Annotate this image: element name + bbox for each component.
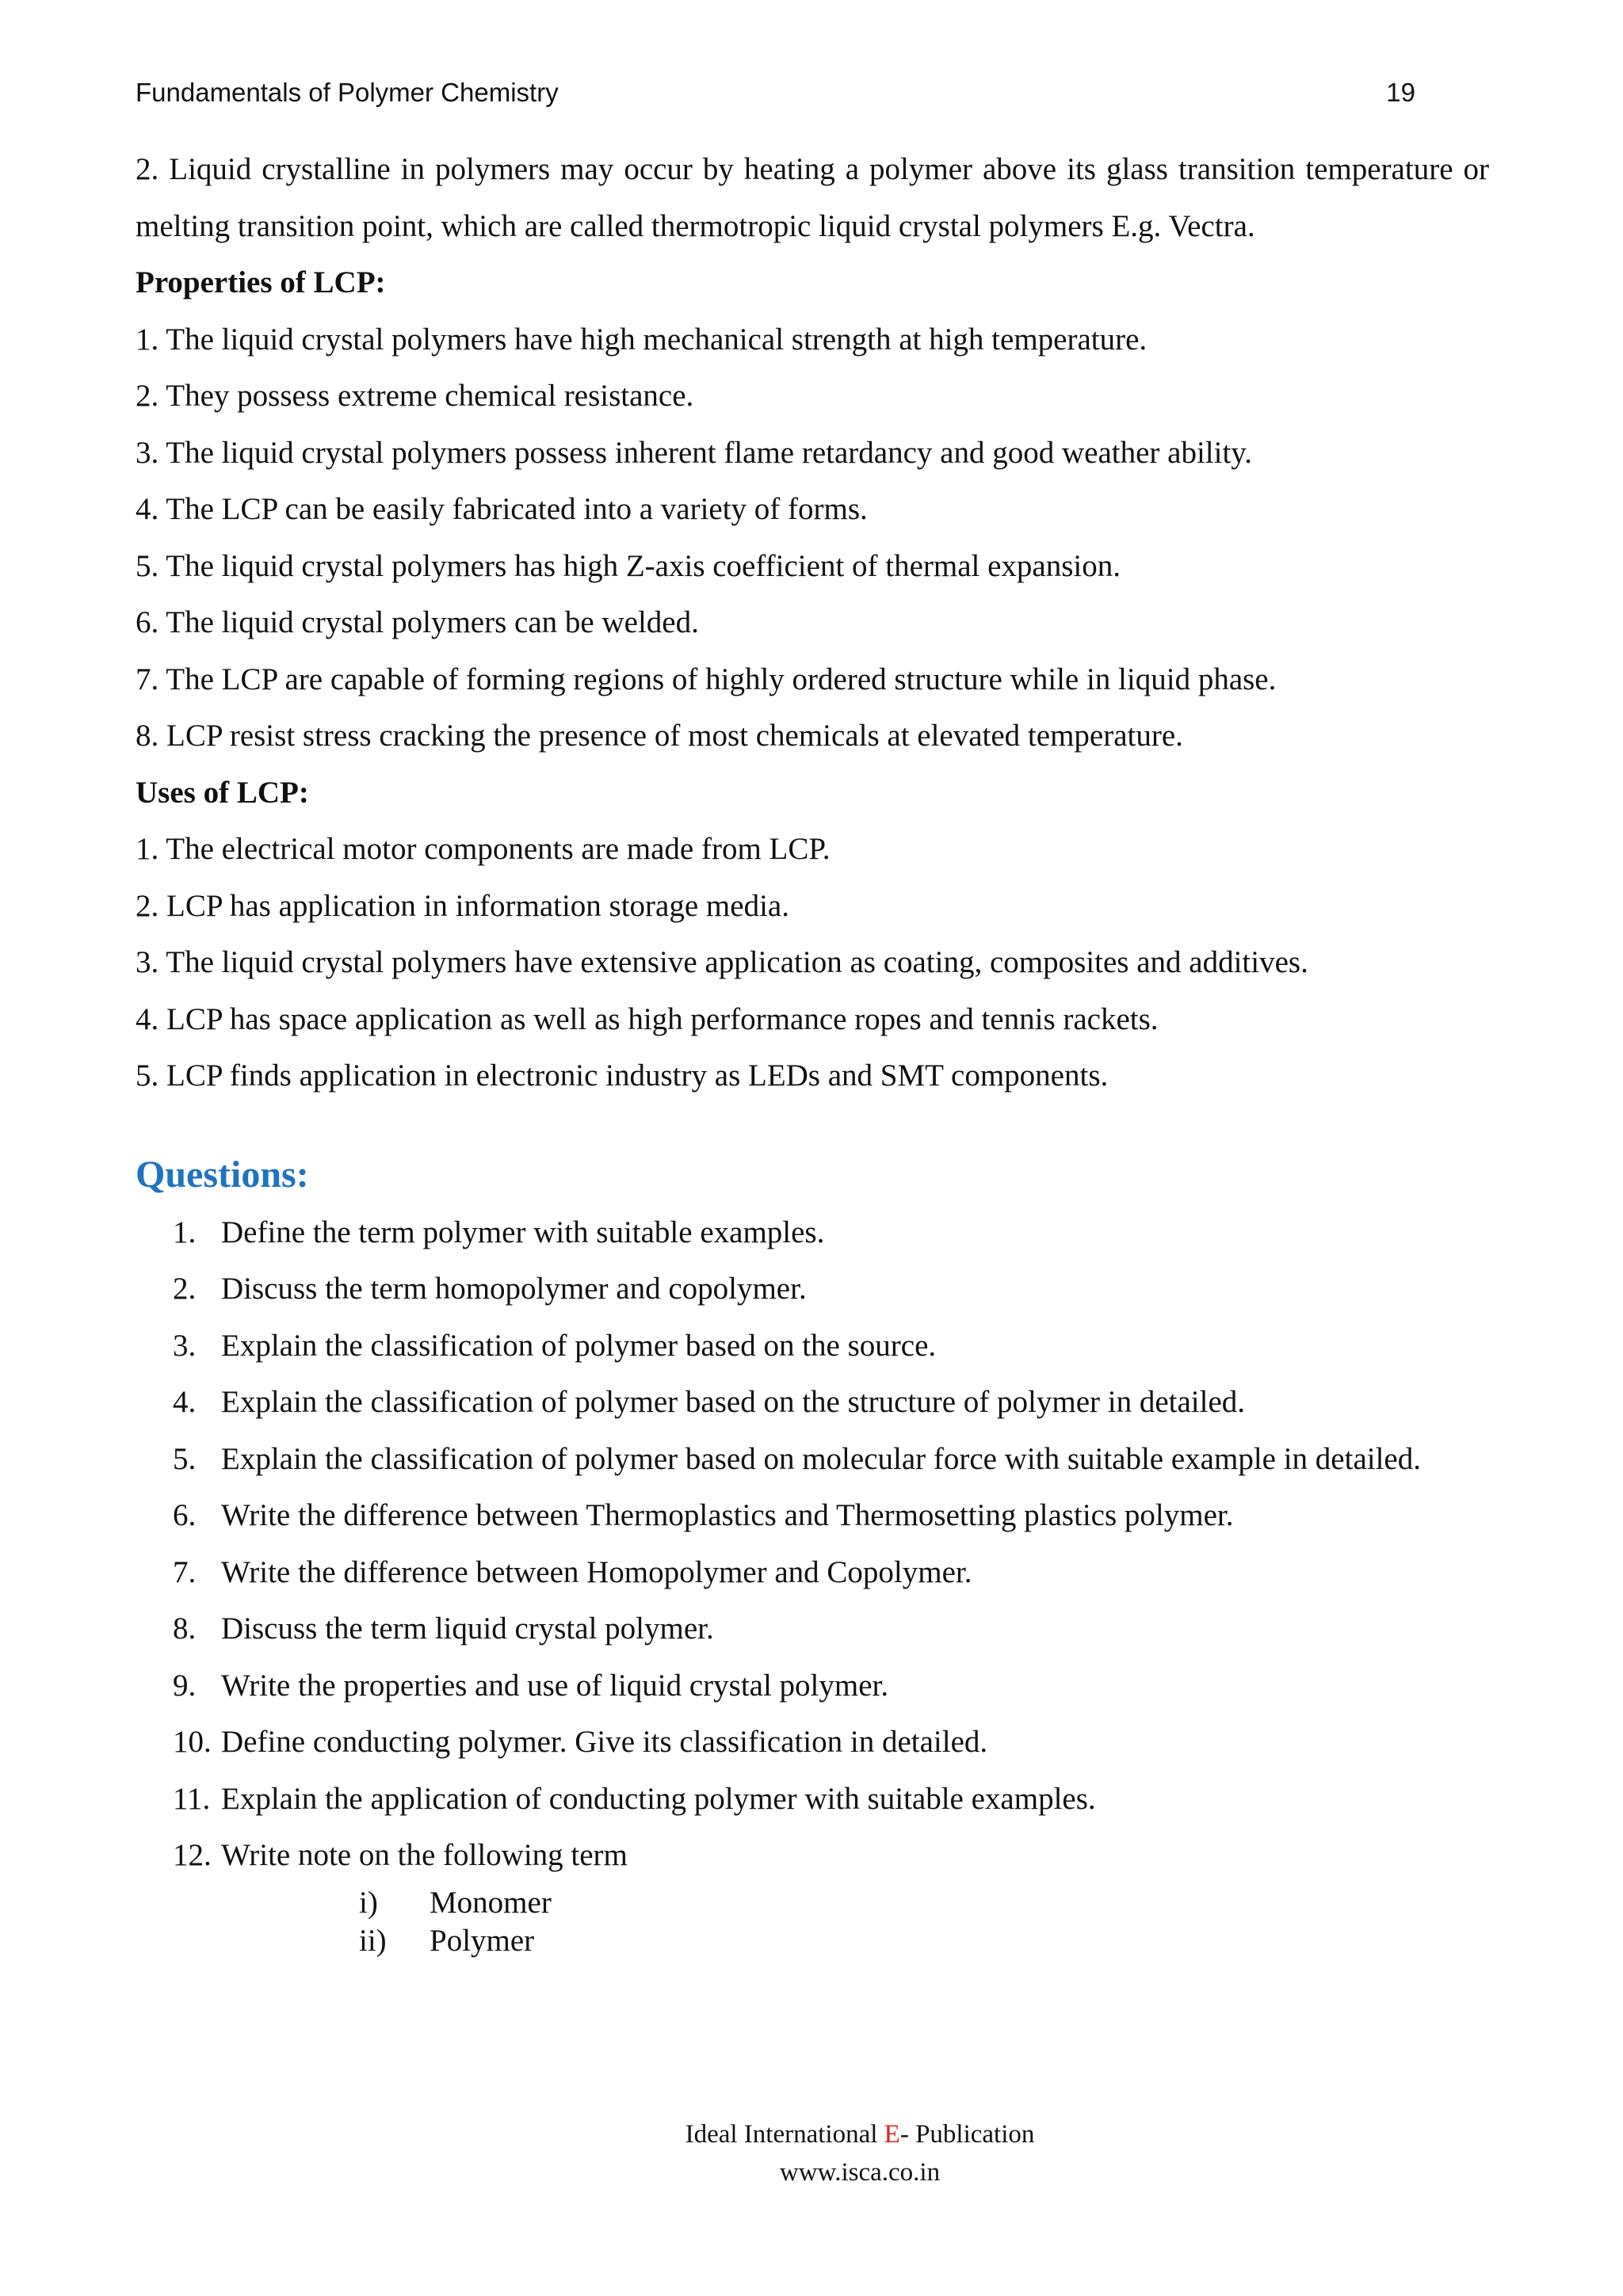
subterm-list xyxy=(136,1884,1489,1960)
book-title: Fundamentals of Polymer Chemistry xyxy=(136,78,559,107)
question-text: Write the difference between Homopolymer and Copolymer. xyxy=(221,1554,972,1589)
question-item xyxy=(136,1431,1489,1488)
questions-heading: Questions: xyxy=(136,1153,309,1196)
question-text: Define the term polymer with suitable examples. xyxy=(221,1215,825,1249)
question-text: Discuss the term liquid crystal polymer. xyxy=(221,1611,714,1646)
question-item xyxy=(136,1600,1489,1657)
subterm-item xyxy=(136,1922,1489,1960)
question-number: 9. xyxy=(173,1668,197,1703)
use-item: 5. LCP finds application in electronic industry as LEDs and SMT components. xyxy=(136,1058,1109,1093)
question-item xyxy=(136,1487,1489,1544)
property-item: 5. The liquid crystal polymers has high Z-axis coefficient of thermal expansion. xyxy=(136,548,1121,583)
question-text: Explain the classification of polymer based on the structure of polymer in detailed. xyxy=(221,1385,1246,1419)
question-item xyxy=(136,1204,1489,1261)
question-number: 7. xyxy=(173,1554,197,1589)
question-text: Write the difference between Thermoplastics and Thermosetting plastics polymer. xyxy=(221,1498,1234,1532)
properties-list xyxy=(136,311,1489,765)
property-item: 7. The LCP are capable of forming regions of highly ordered structure while in liquid phase. xyxy=(136,662,1277,696)
question-item xyxy=(136,1657,1489,1714)
question-number: 2. xyxy=(173,1272,197,1306)
question-number: 5. xyxy=(173,1441,197,1476)
question-item xyxy=(136,1261,1489,1318)
publisher-website: www.isca.co.in xyxy=(779,2158,941,2187)
question-number: 12. xyxy=(173,1838,212,1872)
question-text: Define conducting polymer. Give its classification in detailed. xyxy=(221,1725,988,1759)
property-item: 3. The liquid crystal polymers possess inherent flame retardancy and good weather ability. xyxy=(136,435,1253,470)
question-item xyxy=(136,1544,1489,1601)
page-header xyxy=(136,78,1415,108)
question-number: 11. xyxy=(173,1781,211,1816)
question-text: Write note on the following term xyxy=(221,1838,628,1872)
question-text: Explain the classification of polymer based on the source. xyxy=(221,1328,937,1363)
question-text: Discuss the term homopolymer and copolymer. xyxy=(221,1272,807,1306)
publisher-suffix: - Publication xyxy=(899,2120,1035,2149)
questions-list xyxy=(136,1204,1489,1884)
subterm-number: i) xyxy=(359,1885,378,1920)
question-text: Explain the classification of polymer based on molecular force with suitable example in detailed. xyxy=(221,1441,1421,1476)
question-text: Explain the application of conducting polymer with suitable examples. xyxy=(221,1781,1096,1816)
page-number: 19 xyxy=(1386,78,1415,107)
publisher-e-mark: E xyxy=(884,2120,900,2149)
subterm-text: Polymer xyxy=(430,1923,535,1958)
question-item xyxy=(136,1827,1489,1884)
subterm-item xyxy=(136,1884,1489,1922)
question-number: 1. xyxy=(173,1215,197,1249)
properties-heading: Properties of LCP: xyxy=(136,265,386,299)
use-item: 2. LCP has application in information storage media. xyxy=(136,888,789,923)
question-item xyxy=(136,1318,1489,1375)
uses-list xyxy=(136,821,1489,1104)
publisher-name: Ideal International xyxy=(685,2120,884,2149)
page-body xyxy=(136,141,1489,1960)
question-text: Write the properties and use of liquid crystal polymer. xyxy=(221,1668,889,1703)
property-item: 8. LCP resist stress cracking the presence of most chemicals at elevated temperature. xyxy=(136,719,1183,753)
use-item: 3. The liquid crystal polymers have extensive application as coating, composites and additives. xyxy=(136,945,1308,979)
publisher-line xyxy=(0,2115,1623,2153)
subterm-text: Monomer xyxy=(430,1885,552,1920)
question-number: 6. xyxy=(173,1498,197,1532)
question-item xyxy=(136,1771,1489,1828)
question-number: 4. xyxy=(173,1385,197,1419)
property-item: 2. They possess extreme chemical resistance. xyxy=(136,379,694,413)
question-item xyxy=(136,1374,1489,1431)
property-item: 4. The LCP can be easily fabricated into a variety of forms. xyxy=(136,492,868,526)
intro-paragraph: 2. Liquid crystalline in polymers may occur by heating a polymer above its glass transition temperature or melting transition point, which are called thermotropic liquid crystal polymers E.g. Vectra. xyxy=(136,152,1489,243)
question-number: 8. xyxy=(173,1611,197,1646)
property-item: 1. The liquid crystal polymers have high mechanical strength at high temperature. xyxy=(136,322,1148,357)
subterm-number: ii) xyxy=(359,1923,387,1958)
use-item: 4. LCP has space application as well as high performance ropes and tennis rackets. xyxy=(136,1001,1159,1036)
page-footer xyxy=(0,2115,1623,2191)
question-number: 10. xyxy=(173,1725,212,1759)
property-item: 6. The liquid crystal polymers can be welded. xyxy=(136,605,699,639)
use-item: 1. The electrical motor components are made from LCP. xyxy=(136,832,831,866)
question-number: 3. xyxy=(173,1328,197,1363)
question-item xyxy=(136,1714,1489,1771)
uses-heading: Uses of LCP: xyxy=(136,775,309,810)
